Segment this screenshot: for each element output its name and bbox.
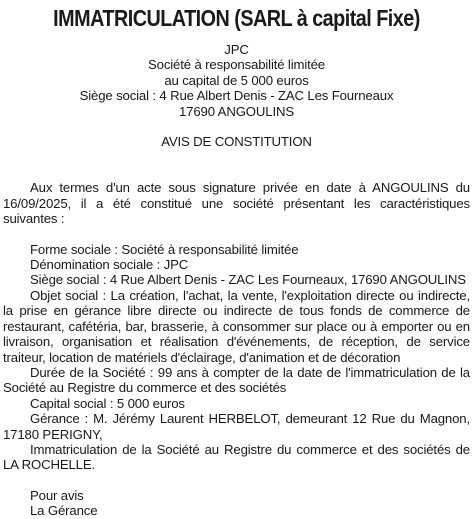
detail-denomination: Dénomination sociale : JPC bbox=[30, 257, 189, 273]
company-name: JPC bbox=[224, 42, 249, 57]
signoff-gerance: La Gérance bbox=[30, 503, 98, 519]
detail-capital-social: Capital social : 5 000 euros bbox=[30, 395, 185, 411]
detail-forme-sociale: Forme sociale : Société à responsabilité limitée bbox=[30, 241, 299, 257]
signoff bbox=[3, 488, 470, 519]
company-capital: au capital de 5 000 euros bbox=[164, 72, 309, 88]
company-siege: Siège social : 4 Rue Albert Denis - ZAC Les Fourneaux bbox=[79, 88, 394, 104]
detail-objet-social: Objet social : La création, l'achat, la vente, l'exploitation directe ou indirecte, la prise en gérance libre directe ou indirecte de tous fonds de commerce de restaurant, cafétéria, bar, brasserie, à consommer sur place ou à emporter ou en livraison, organisation et réalisation d'événements, de réception, de service traiteur, location de matériels d'éclairage, d'animation et de décoration bbox=[3, 287, 470, 365]
signoff-pour-avis: Pour avis bbox=[30, 487, 84, 503]
company-header bbox=[3, 42, 470, 119]
notice-title: IMMATRICULATION (SARL à capital Fixe) bbox=[53, 5, 420, 31]
detail-siege-social: Siège social : 4 Rue Albert Denis - ZAC Les Fourneaux, 17690 ANGOULINS bbox=[30, 272, 466, 288]
company-legal-form: Société à responsabilité limitée bbox=[148, 57, 325, 73]
detail-duree: Durée de la Société : 99 ans à compter de la date de l'immatriculation de la Société au Registre du commerce et des sociétés bbox=[3, 364, 470, 396]
detail-gerance: Gérance : M. Jérémy Laurent HERBELOT, demeurant 12 Rue du Magnon, 17180 PERIGNY, bbox=[3, 411, 470, 442]
company-details bbox=[3, 242, 470, 473]
intro-paragraph: Aux termes d'un acte sous signature privée en date à ANGOULINS du 16/09/2025, il a été constitué une société présentant les caractéristiques suivantes : bbox=[3, 180, 470, 227]
avis-heading: AVIS DE CONSTITUTION bbox=[161, 134, 312, 150]
detail-immatriculation: Immatriculation de la Société au Registre du commerce et des sociétés de LA ROCHELLE. bbox=[3, 441, 470, 473]
company-city: 17690 ANGOULINS bbox=[178, 103, 295, 119]
